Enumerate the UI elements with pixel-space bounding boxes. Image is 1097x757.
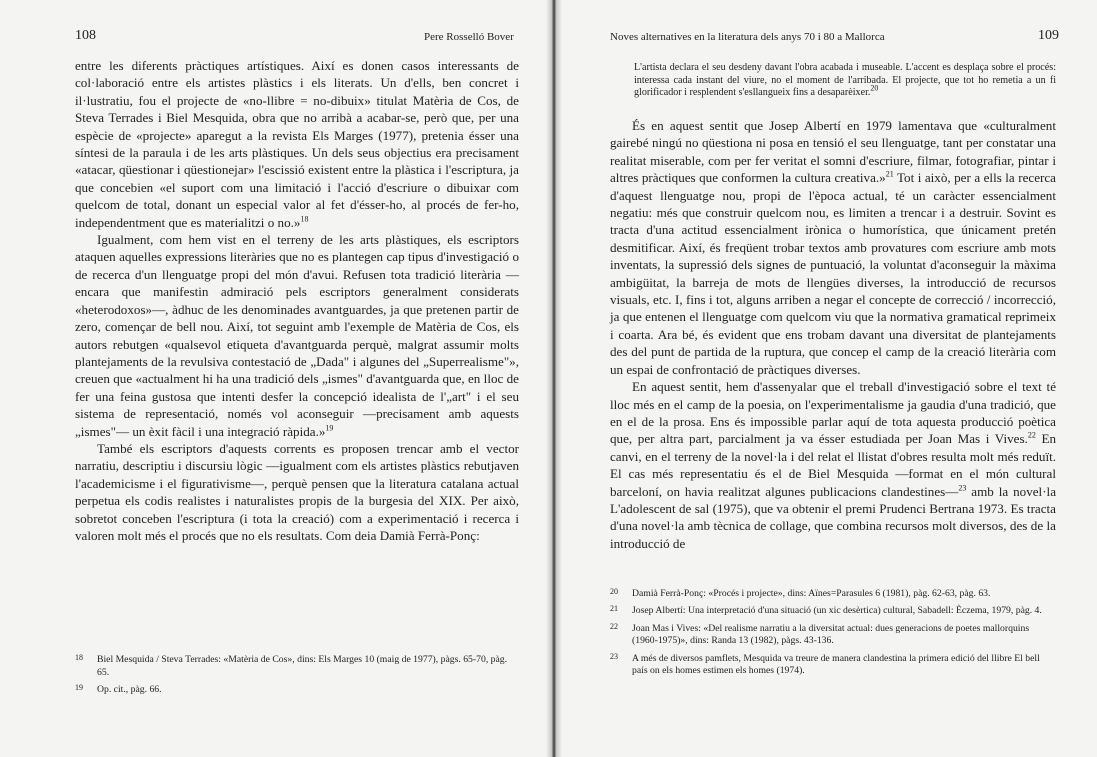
footnote (75, 684, 519, 697)
footnote-ref: 21 (885, 169, 894, 179)
footnote-number: 22 (610, 621, 618, 631)
paragraph: En aquest sentit, hem d'assenyalar que el treball d'investigació sobre el text té lloc més en el camp de la poesia, on l'experimentalisme ja gaudia d'una tradició, que en el de la prosa. Ens és impossible parlar aquí de tota aquesta producció poètica que, per altra part, parcialment ja va ésser estudiada per Joan Mas i Vives.$^{22}$ En canvi, en el terreny de la novel·la i del relat el llistat d'obres resulta molt més reduït. El cas més representatiu és el de Biel Mesquida —format en el món cultural barceloní, on havia realitzat algunes publicacions clandestines—$^{23}$ amb la novel·la L'adolescent de sal (1975), que va obtenir el premi Prudenci Bertrana 1973. Es tracta d'una novel·la amb tècnica de collage, que combina recursos molt diversos, des de la introducció de (610, 379, 1056, 551)
footnote-number: 20 (610, 587, 618, 596)
paragraph: És en aquest sentit que Josep Albertí en 1979 lamentava que «culturalment gairebé ningú no qüestiona ni posa en tensió el seu llenguatge, tant per constatar una realitat miserable, com per fer veritat el somni d'escriure, filmar, fotografiar, pintar i altres pràctiques que conformen la cultura creativa.»$^{21}$ Tot i això, per a ells la recerca d'aquest llenguatge nou, propi de l'època actual, té un caràcter essencialment negatiu: més que construir quelcom nou, es limiten a trencar i a destruir. Sovint es tracta d'una actitud essencialment irònica o humorística, que únicament pretén desmitificar. Així, és freqüent trobar textos amb provatures com escriure amb mots inventats, la supressió dels signes de puntuació, la voluntat d'aconseguir la màxima ambigüitat, la barreja de mots de llengües diverses, la introducció de recursos visuals, etc. I, fins i tot, alguns arriben a negar el concepte de correcció / incorrecció, ja que entenen el llenguatge com quelcom viu que la normativa gramatical reprimeix i coarta. Ara bé, és evident que ens trobam davant una diversitat de plantejaments des del punt de partida de la ruptura, que concep el camp de la creació literària com un espai de confrontació de pràctiques diverses. (610, 118, 1056, 377)
footnote-ref: 19 (325, 423, 334, 433)
body-text (610, 117, 1056, 552)
block-quote: L'artista declara el seu desdeny davant l'obra acabada i museable. L'accent es desplaça sobre el procés: interessa cada instant del viure, no el moment de l'arribada. El projecte, que tot ho remetia a un fi glorificador i resplendent s'esllangueix fins a desaparèixer.$^{20}$ (634, 62, 1056, 99)
footnote-text: A més de diversos pamflets, Mesquida va treure de manera clandestina la primera edició del llibre El bell país on els homes estimen els homes (1974). (632, 652, 1040, 677)
footnote-text: Op. cit., pàg. 66. (97, 684, 162, 696)
page-number: 108 (75, 28, 96, 43)
paragraph: entre les diferents pràctiques artístiques. Així es donen casos interessants de col·laboració entre els artistes plàstics i els literats. Un d'ells, ben concret i il·lustratiu, fou el projecte de «no-llibre = no-dibuix» titulat Matèria de Cos, de Steva Terrades i Biel Mesquida, obra que no arribà a acabar-se, però que, per una espècie de «projecte» aparegut a la revista Els Marges (1977), pretenia ésser una síntesi de la paraula i de les arts plàstiques. Un dels seus objectius era precisament «atacar, qüestionar i qüestionejar» l'escissió existent entre la plàstica i l'escriptura, ja que concebien «el suport com una limitació i l'acció d'escriure o dibuixar com quelcom de total, donant un especial valor al fet d'ésser-ho, al procés de fer-ho, independentment que es materialitzi o no.»$^{18}$ (75, 58, 519, 230)
footnote-text: Joan Mas i Vives: «Del realisme narratiu a la diversitat actual: dues generacions de poetes mallorquins (1960-1975)», dins: Randa 13 (1982), pàgs. 43-136. (632, 622, 1030, 647)
footnote (610, 653, 1056, 679)
paragraph: Igualment, com hem vist en el terreny de les arts plàstiques, els escriptors ataquen aquelles expressions literàries que no es plantegen cap tipus d'investigació o de recerca d'un llenguatge propi del món d'avui. Refusen tota tradició literària —encara que manifestin admiració pels escriptors generalment considerats «heterodoxos»—, àdhuc de les denominades avantguardes, ja que pretenen partir de zero, començar de bell nou. Així, tot seguint amb l'exemple de Matèria de Cos, els autors rebutgen «qualsevol etiqueta d'avantguarda perquè, malgrat assumir molts plantejaments de la revulsiva contestació de „Dada" i algunes del „Superrealisme"», creuen que «actualment hi ha una tradició dels „ismes" d'avantguarda que, en lloc de fer una feina gustosa que intenti desfer la concepció idealista de l'„art" i el seu sistema de representació, només vol aconseguir —precisament amb aquests „ismes"— un èxit fàcil i una integració ràpida.»$^{19}$ (75, 232, 519, 439)
footnote-text: Damià Ferrà-Ponç: «Procés i projecte», dins: Aïnes=Parasules 6 (1981), pàg. 62-63, pàg. 63. (632, 588, 991, 599)
footnote-number: 18 (75, 653, 83, 662)
footnote-text: Josep Albertí: Una interpretació d'una situació (un xic desèrtica) cultural, Sabadell: Èczema, 1979, pàg. 4. (632, 605, 1042, 617)
footnotes (610, 588, 1056, 683)
footnote (610, 623, 1056, 649)
footnote-number: 23 (610, 651, 618, 661)
running-head: Pere Rosselló Bover (424, 31, 514, 43)
footnote-number: 21 (610, 604, 618, 614)
footnote (610, 588, 1056, 601)
footnote-ref: 20 (870, 84, 879, 94)
footnote (75, 654, 519, 680)
right-page (560, 0, 1097, 757)
footnote-number: 19 (75, 683, 83, 693)
footnote-ref: 22 (1027, 430, 1036, 440)
footnote-text: Biel Mesquida / Steva Terrades: «Matèria de Cos», dins: Els Marges 10 (maig de 1977), pàgs. 65-70, pàg. 65. (97, 654, 508, 678)
footnotes (75, 654, 519, 701)
body-text (75, 57, 519, 544)
paragraph: També els escriptors d'aquests corrents es proposen trencar amb el vector narratiu, descriptiu i discursiu lògic —igualment com els artistes plàstics rebutjaven l'academicisme i el figurativisme—, perquè pensen que la literatura catalana actual perpetua els codis realistes i naturalistes propis de la burgesia del XIX. Per això, sobretot conceben l'escriptura (i tota la creació) com a experimentació i recerca i valoren molt més el procés que no els resultats. Com deia Damià Ferrà-Ponç: (75, 440, 519, 543)
running-head: Noves alternatives en la literatura dels anys 70 i 80 a Mallorca (610, 31, 885, 43)
footnote-ref: 18 (300, 214, 309, 224)
page-number: 109 (1038, 28, 1059, 43)
footnote-ref: 23 (958, 483, 967, 493)
left-page (0, 0, 548, 757)
footnote (610, 605, 1056, 618)
